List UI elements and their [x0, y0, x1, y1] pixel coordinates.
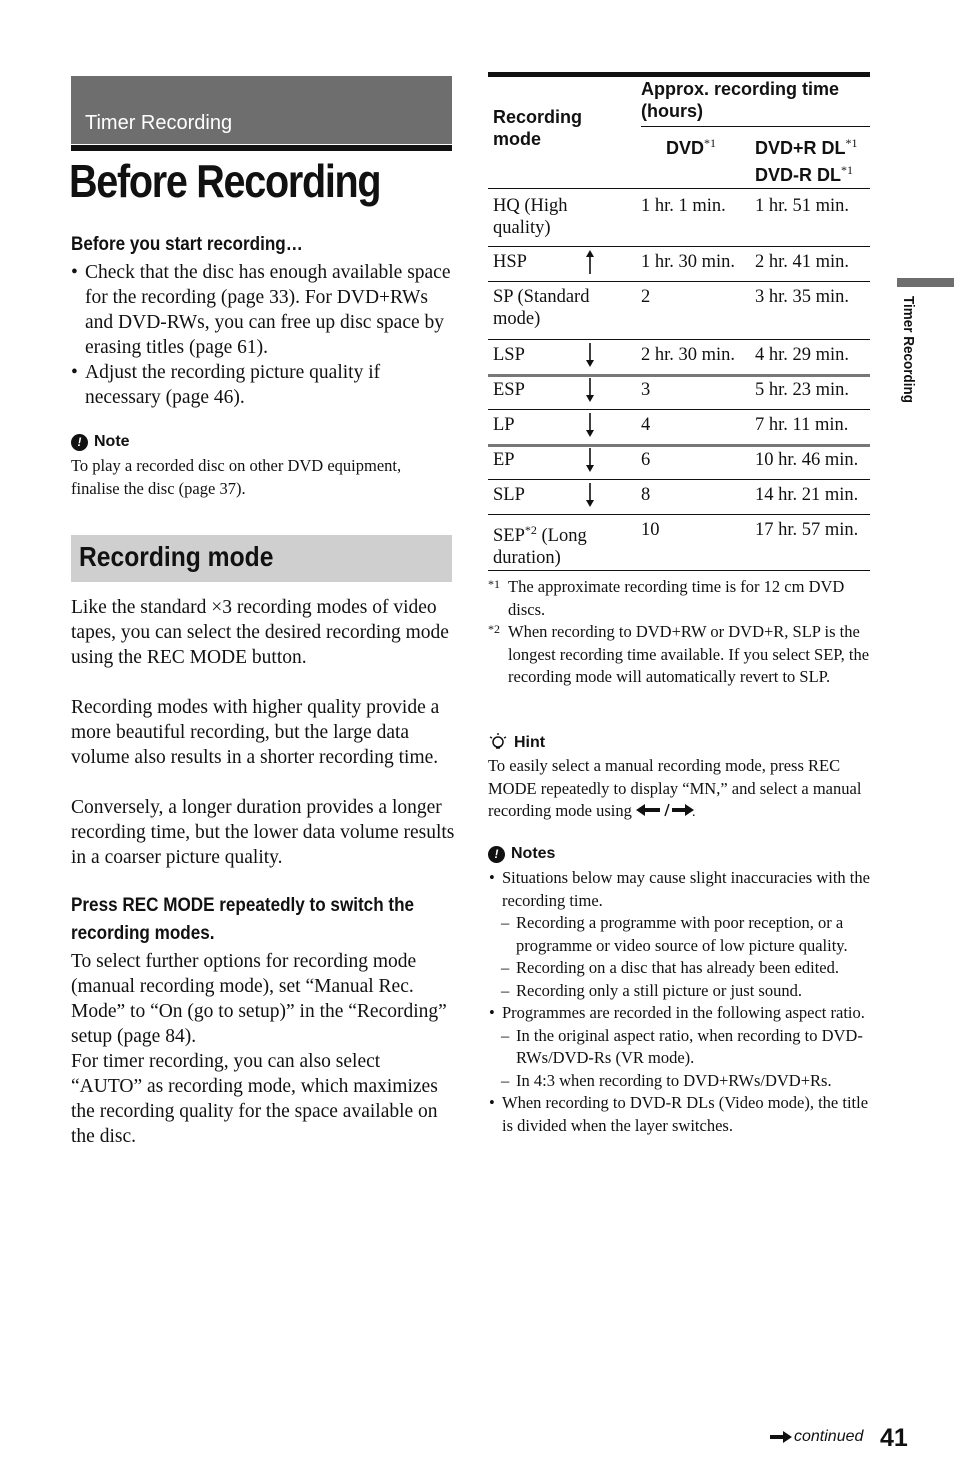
- cell-mode: ESP: [493, 380, 525, 400]
- list-item: • Check that the disc has enough available space for the recording (page 33). For DVD+RWs and DVD-RWs, you can free up disc space by erasing titles (page 61).: [71, 260, 456, 360]
- cell-mode: SEP$^{*2}$ (Long duration): [493, 523, 587, 569]
- table-row: [488, 339, 870, 374]
- cell-dvd: 10: [641, 520, 660, 540]
- note-label: Note: [94, 433, 130, 450]
- footnote-1: *1 The approximate recording time is for 12 cm DVD discs.: [488, 577, 845, 619]
- note-text: To play a recorded disc on other DVD equipment, finalise the disc (page 37).: [71, 456, 402, 498]
- table-top-rule: [488, 72, 870, 77]
- rec-mode-para-3: Conversely, a longer duration provides a longer recording time, but the lower data volume results in a coarser picture quality.: [71, 797, 455, 868]
- list-item: – Recording only a still picture or just sound.: [488, 980, 873, 1003]
- arrow-down-icon: [584, 343, 596, 367]
- cell-mode: HQ (High quality): [493, 196, 568, 238]
- table-header-dl: DVD+R DL$^{*1}$ DVD-R DL$^{*1}$: [755, 136, 858, 185]
- before-start-heading: Before you start recording…: [71, 234, 303, 255]
- cell-dl: 5 hr. 23 min.: [755, 380, 850, 400]
- table-row: [488, 444, 870, 479]
- cell-dvd: 3: [641, 380, 651, 400]
- cell-dvd: 2 hr. 30 min.: [641, 345, 736, 365]
- rec-mode-para-2: Recording modes with higher quality provide a more beautiful recording, but the large data volume also results in a shorter recording time.: [71, 697, 440, 768]
- rec-mode-para-5: For timer recording, you can also select “AUTO” as recording mode, which maximizes the recording quality for the space available on the disc.: [71, 1051, 438, 1147]
- side-tab-label: Timer Recording: [900, 296, 917, 404]
- continued-indicator: [770, 1428, 863, 1446]
- cell-dl: 7 hr. 11 min.: [755, 415, 849, 435]
- note-icon: !: [488, 846, 505, 863]
- cell-dl: 3 hr. 35 min.: [755, 287, 850, 307]
- lightbulb-icon: [488, 733, 508, 753]
- table-row: [488, 479, 870, 514]
- cell-dl: 10 hr. 46 min.: [755, 450, 859, 470]
- side-tab-bar: [897, 278, 954, 287]
- table-row: [488, 409, 870, 444]
- banner-rule: [71, 145, 452, 151]
- cell-dl: 2 hr. 41 min.: [755, 252, 850, 272]
- cell-mode: LSP: [493, 345, 525, 365]
- list-item: – Recording on a disc that has already been edited.: [488, 957, 873, 980]
- cell-dvd: 1 hr. 30 min.: [641, 252, 736, 272]
- page-number: 41: [880, 1424, 908, 1452]
- section-banner: [71, 76, 452, 144]
- table-row: [488, 188, 870, 246]
- arrow-down-icon: [584, 378, 596, 402]
- left-right-arrow-icon: [636, 803, 696, 820]
- section-banner-title: Timer Recording: [85, 112, 233, 134]
- cell-dl: 1 hr. 51 min.: [755, 196, 850, 216]
- rec-mode-subheading-2: recording modes.: [71, 923, 215, 944]
- table-header-divider: [641, 126, 870, 127]
- list-item: – In the original aspect ratio, when recording to DVD-RWs/DVD-Rs (VR mode).: [488, 1025, 873, 1070]
- list-item: • Situations below may cause slight inaccuracies with the recording time.: [488, 867, 873, 912]
- cell-mode: EP: [493, 450, 515, 470]
- table-row: [488, 281, 870, 339]
- arrow-down-icon: [584, 413, 596, 437]
- cell-dl: 14 hr. 21 min.: [755, 485, 859, 505]
- rec-mode-subheading-1: Press REC MODE repeatedly to switch the: [71, 895, 415, 916]
- notes-heading: [488, 845, 555, 863]
- cell-mode: SP (Standard mode): [493, 287, 590, 329]
- cell-dvd: 6: [641, 450, 651, 470]
- table-header-mode: Recording mode: [493, 107, 583, 149]
- table-header-dvd: DVD$^{*1}$: [666, 136, 717, 158]
- rec-mode-para-1: Like the standard ×3 recording modes of video tapes, you can select the desired recording mode using the REC MODE button.: [71, 597, 449, 668]
- cell-dvd: 8: [641, 485, 651, 505]
- table-bottom-rule: [488, 570, 870, 571]
- list-item: – Recording a programme with poor reception, or a programme or video source of low picture quality.: [488, 912, 873, 957]
- before-start-list: [71, 260, 456, 410]
- list-item: – In 4:3 when recording to DVD+RWs/DVD+Rs.: [488, 1070, 873, 1093]
- cell-dvd: 1 hr. 1 min.: [641, 196, 726, 216]
- cell-mode: HSP: [493, 252, 527, 272]
- cell-mode: SLP: [493, 485, 525, 505]
- cell-dvd: 4: [641, 415, 651, 435]
- recording-mode-banner: [71, 535, 452, 582]
- list-item: • When recording to DVD-R DLs (Video mode), the title is divided when the layer switches.: [488, 1092, 873, 1137]
- arrow-down-icon: [584, 448, 596, 472]
- table-row: [488, 514, 870, 571]
- cell-dl: 4 hr. 29 min.: [755, 345, 850, 365]
- hint-label: Hint: [514, 734, 546, 751]
- cell-dl: 17 hr. 57 min.: [755, 520, 859, 540]
- page-title: Before Recording: [69, 155, 381, 207]
- notes-label: Notes: [511, 845, 556, 862]
- cell-dvd: 2: [641, 287, 651, 307]
- note-heading: [71, 433, 130, 451]
- arrow-down-icon: [584, 483, 596, 507]
- arrow-up-icon: [584, 250, 596, 274]
- footnote-2: *2 When recording to DVD+RW or DVD+R, SLP is the longest recording time available. If you select SEP, the recording mode will automatically revert to SLP.: [488, 622, 870, 686]
- table-row: [488, 246, 870, 281]
- arrow-right-icon: [770, 1430, 792, 1444]
- table-row: [488, 374, 870, 409]
- hint-text: To easily select a manual recording mode, press REC MODE repeatedly to display “MN,” and select a manual recording mode using .: [488, 756, 862, 820]
- notes-list: [488, 867, 873, 1137]
- hint-heading: [488, 733, 545, 753]
- recording-mode-heading: Recording mode: [79, 541, 274, 572]
- cell-mode: LP: [493, 415, 515, 435]
- list-item: • Programmes are recorded in the following aspect ratio.: [488, 1002, 873, 1025]
- note-icon: !: [71, 434, 88, 451]
- continued-label: continued: [794, 1428, 864, 1445]
- table-header-time: Approx. recording time (hours): [641, 79, 840, 121]
- rec-mode-para-4: To select further options for recording mode (manual recording mode), set “Manual Rec. Mode” to “On (go to setup)” in the “Recording” setup (page 84).: [71, 951, 447, 1047]
- svg-text:.: .: [692, 805, 696, 820]
- list-item: • Adjust the recording picture quality if necessary (page 46).: [71, 360, 456, 410]
